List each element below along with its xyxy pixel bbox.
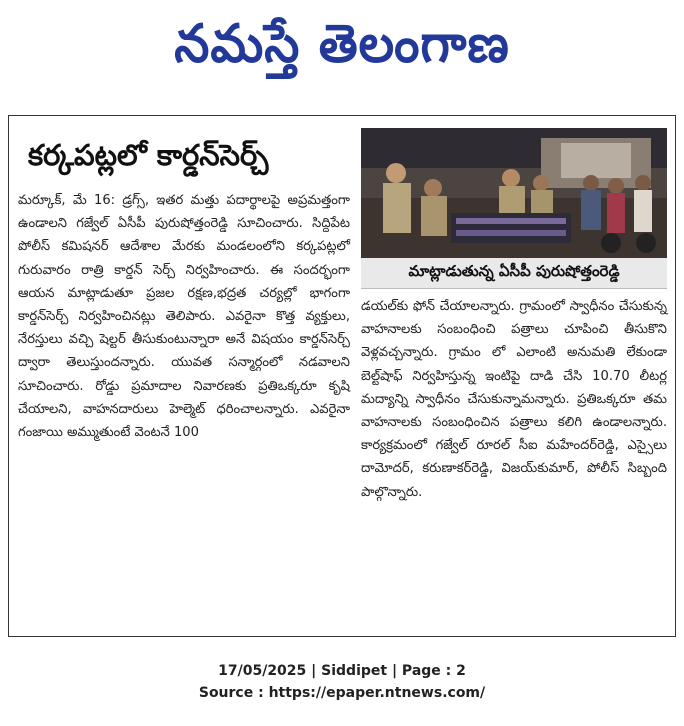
newspaper-logo: నమస్తే తెలంగాణ [174,12,510,74]
article-body-right: డయల్‌కు ఫోన్ చేయాలన్నారు. గ్రామంలో స్వాధీనం చేసుకున్న వాహనాలకు సంబంధించి పత్రాలు చూపించి తీసుకొని వెళ్లవచ్చన్నారు. గ్రామం లో ఎలాంటి అనుమతి లేకుండా బెల్ట్‌షాఫ్ నిర్వహిస్తున్న ఇంటిపై దాడి చేసి 10.70 లీటర్ల మద్యాన్ని స్వాధీనం చేసుకున్నామన్నారు. ప్రతిఒక్కరూ తమ వాహనాలకు సంబంధించిన పత్రాలు కలిగి ఉండాలన్నారు. కార్యక్రమంలో గజ్వేల్ రూరల్ సీఐ మహేందర్‌రెడ్డి, ఎస్సైలు దామోదర్, కరుణాకర్‌రెడ్డి, విజయ్‌కుమార్, పోలీస్ సిబ్బంది పాల్గొన్నారు. [361,299,667,500]
article-photo [361,128,667,258]
article-column-left [18,189,350,444]
page-footer [0,660,684,704]
article-body-left: మర్కూక్, మే 16: డ్రగ్స్, ఇతర మత్తు పదార్థాలపై అప్రమత్తంగా ఉండాలని గజ్వేల్ ఏసీపీ పురుషోత్తంరెడ్డి సూచించారు. సిద్దిపేట పోలీస్ కమిషనర్ ఆదేశాల మేరకు మండలంలోని కర్కపట్లలో గురువారం రాత్రి కార్డన్ సెర్చ్ నిర్వహించారు. ఈ సందర్భంగా ఆయన మాట్లాడుతూ ప్రజల రక్షణ,భద్రత చర్యల్లో భాగంగా కార్డన్‌సెర్చ్ నిర్వహించినట్లు తెలిపారు. ఎవరైనా కొత్త వ్యక్తులు, నేరస్తులు వచ్చి షెల్టర్ తీసుకుంటున్నారా అనే విషయం కార్డన్‌సెర్చ్ ద్వారా తెలుస్తుందన్నారు. యువత సన్మార్గంలో నడవాలని సూచించారు. రోడ్డు ప్రమాదాల నివారణకు ప్రతిఒక్కరూ కృషి చేయాలని, వాహనదారులు హెల్మెట్ ధరించాలన్నారు. ఎవరైనా గంజాయి అమ్ముతుంటే వెంటనే 100 [18,193,350,441]
footer-source: Source : https://epaper.ntnews.com/ [198,685,486,701]
article-column-right [361,295,667,504]
article-headline: కర్కపట్లలో కార్డన్‌సెర్చ్ [28,138,269,172]
photo-caption: మాట్లాడుతున్న ఏసీపీ పురుషోత్తంరెడ్డి [361,258,667,289]
footer-meta: 17/05/2025 | Siddipet | Page : 2 [218,663,466,679]
masthead [0,0,684,100]
